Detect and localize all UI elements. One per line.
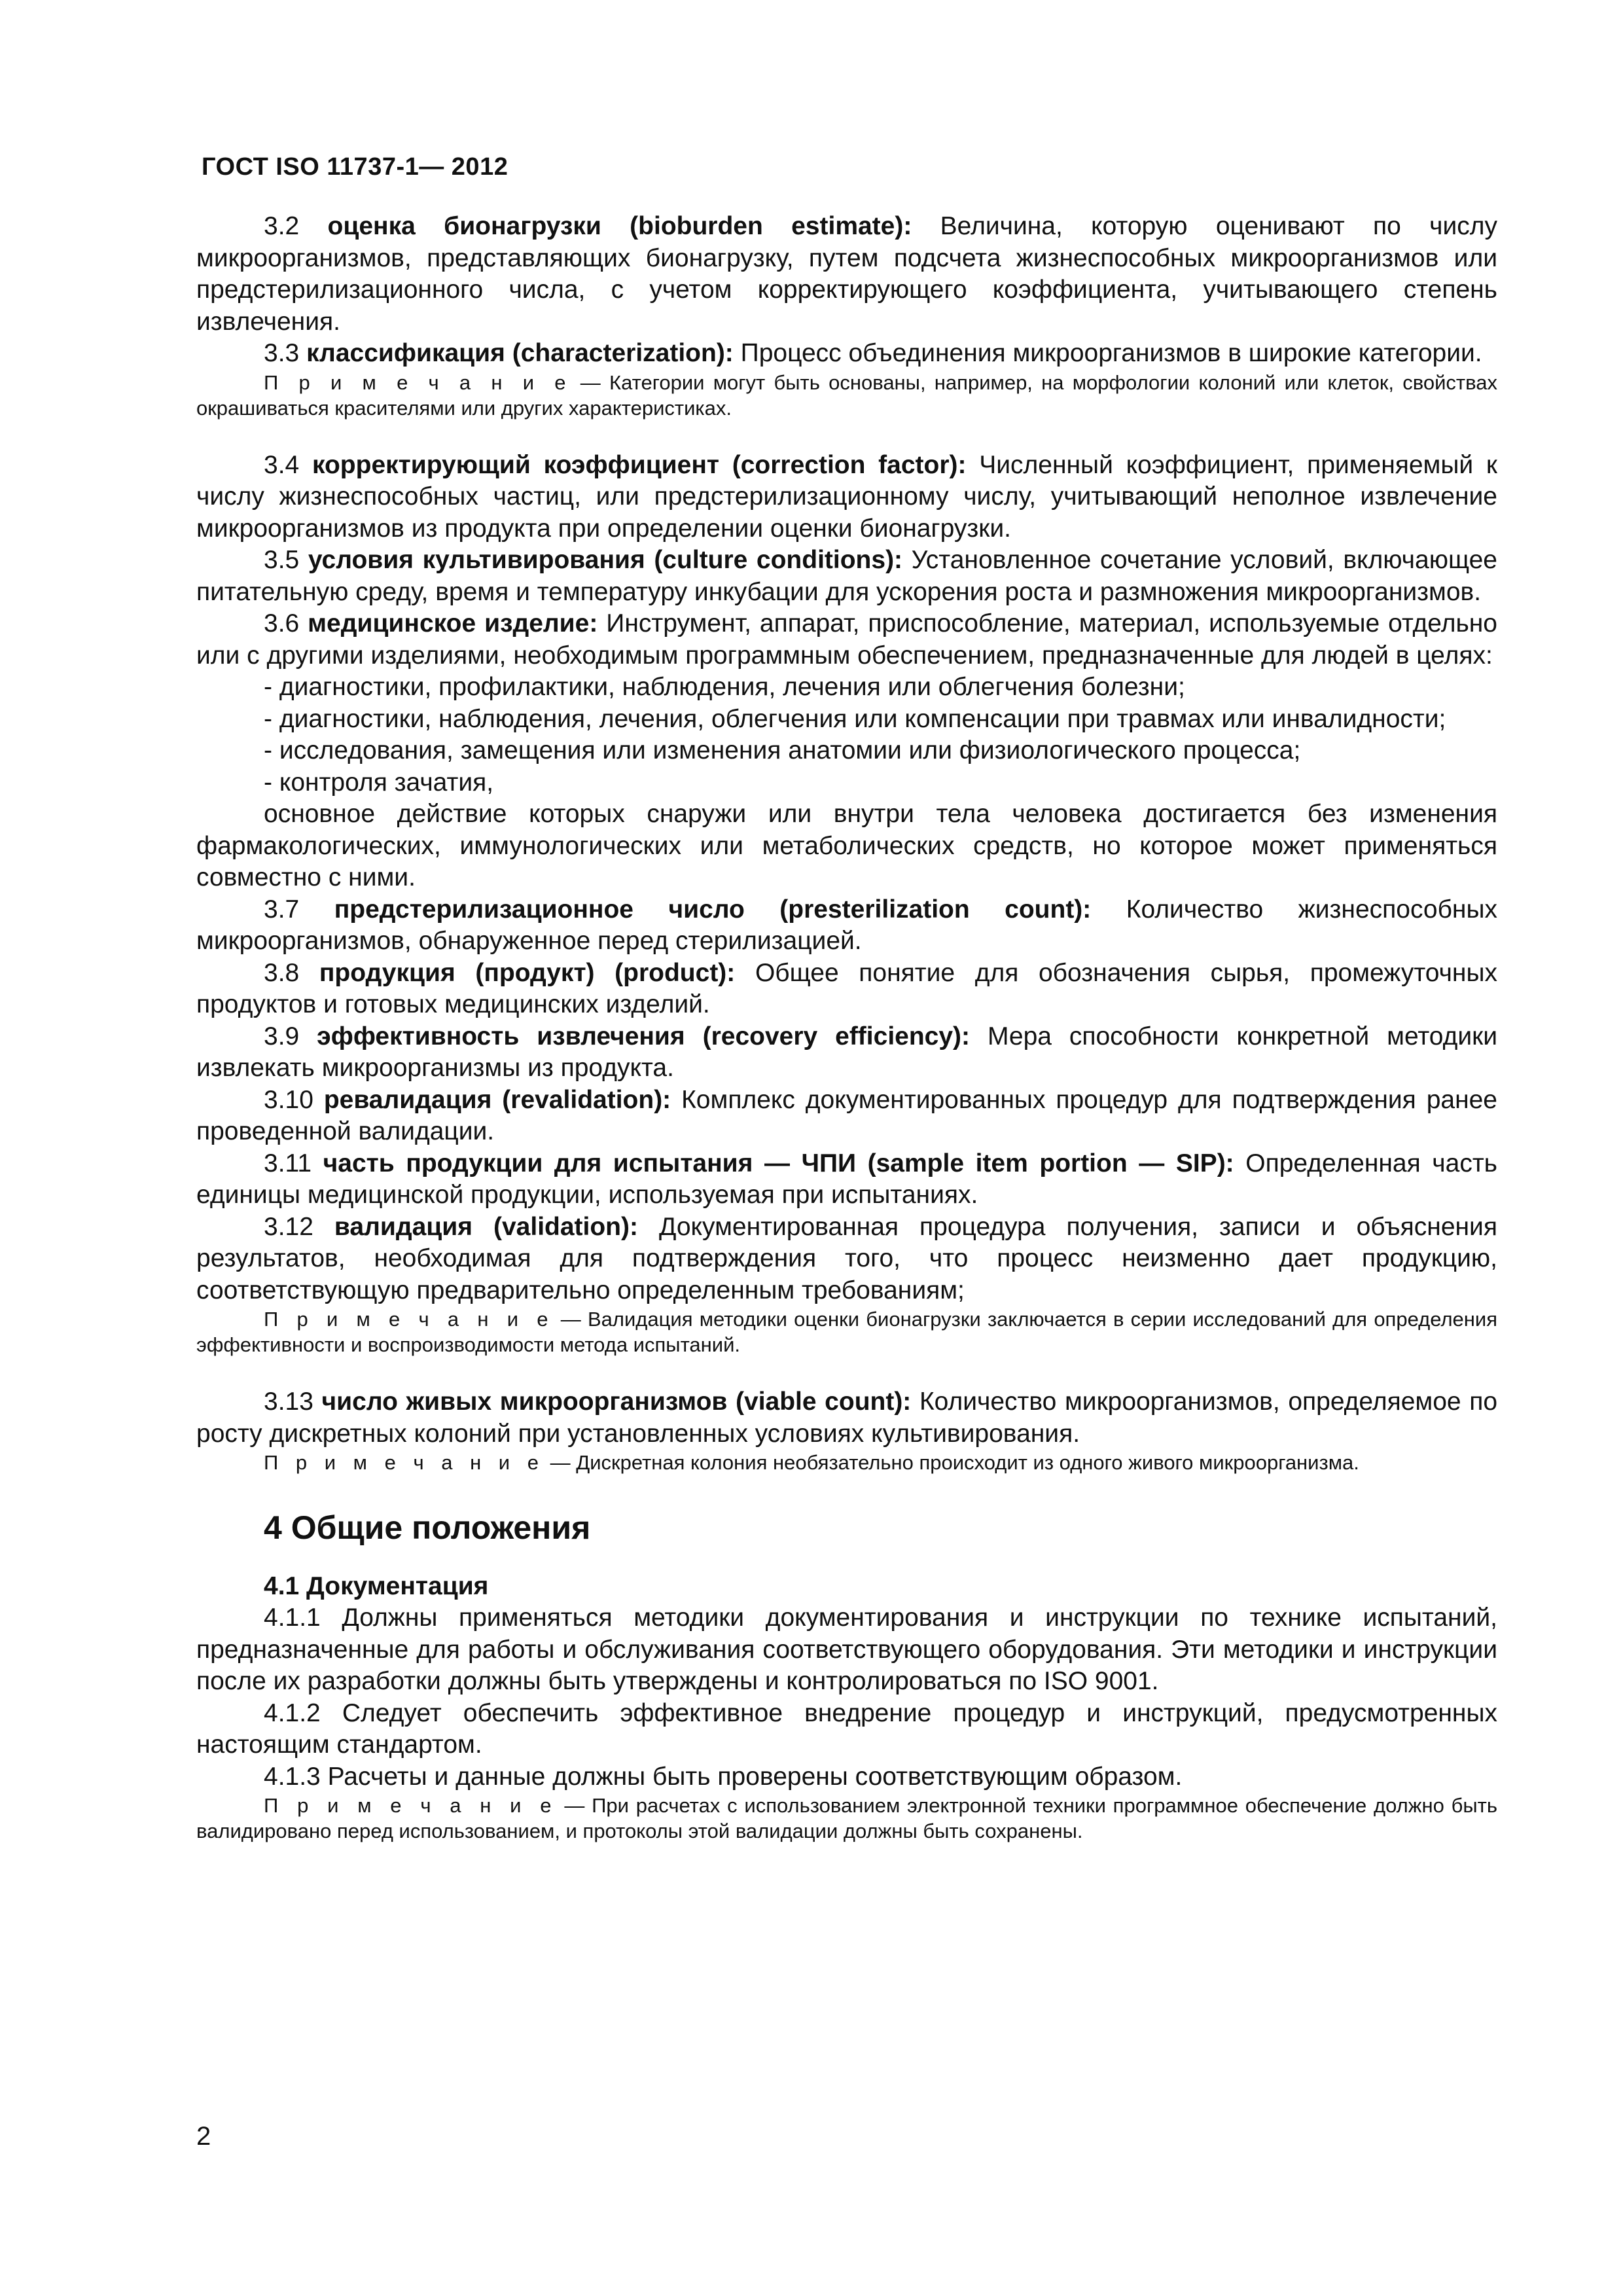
term-3-9: 3.9 эффективность извлечения (recovery efficiency): Мера способности конкретной методики извлекать микроорганизмы из продукта.	[196, 1022, 1497, 1082]
term-3-3: 3.3 классификация (characterization): Процесс объединения микроорганизмов в широкие категории.	[264, 339, 1482, 367]
list-item: - диагностики, наблюдения, лечения, облегчения или компенсации при травмах или инвалидности;	[264, 704, 1446, 733]
note-3-12: П р и м е ч а н и е — Валидация методики оценки бионагрузки заключается в серии исследований для определения эффективности и воспроизводимости метода испытаний.	[196, 1308, 1497, 1356]
section-heading: 4 Общие положения	[264, 1509, 591, 1546]
page-number: 2	[196, 2122, 211, 2151]
term-3-6-continuation: основное действие которых снаружи или внутри тела человека достигается без изменения фармакологических, иммунологических или метаболических средств, но которое может применяться совместно с ними.	[196, 800, 1497, 891]
term-title: валидация (validation):	[334, 1212, 638, 1241]
term-title: ревалидация (revalidation):	[323, 1085, 671, 1114]
paragraph-4-1-1: 4.1.1 Должны применяться методики документирования и инструкции по технике испытаний, предназначенные для работы и обслуживания соответствующего оборудования. Эти методики и инструкции после их разработки должны быть утверждены и контролироваться по ISO 9001.	[196, 1604, 1497, 1695]
term-3-4: 3.4 корректирующий коэффициент (correction factor): Численный коэффициент, применяемый к числу жизнеспособных частиц, или предстерилизационному числу, учитывающий неполное извлечение микроорганизмов из продукта при определении оценки бионагрузки.	[196, 450, 1497, 543]
term-title: медицинское изделие:	[308, 609, 598, 637]
term-3-8: 3.8 продукция (продукт) (product): Общее понятие для обозначения сырья, промежуточных продуктов и готовых медицинских изделий.	[196, 958, 1497, 1018]
note-3-3: П р и м е ч а н и е — Категории могут быть основаны, например, на морфологии колоний или клеток, свойствах окрашиваться красителями или других характеристиках.	[196, 370, 1497, 420]
term-title: эффективность извлечения (recovery efficiency):	[317, 1022, 971, 1050]
paragraph-4-1-3: 4.1.3 Расчеты и данные должны быть проверены соответствующим образом.	[264, 1762, 1183, 1791]
term-title: условия культивирования (culture conditions):	[308, 546, 903, 574]
term-3-10: 3.10 ревалидация (revalidation): Комплекс документированных процедур для подтверждения ранее проведенной валидации.	[196, 1085, 1497, 1145]
term-3-13: 3.13 число живых микроорганизмов (viable count): Количество микроорганизмов, определяемое по росту дискретных колоний при установленных условиях культивирования.	[196, 1388, 1498, 1448]
term-3-6: 3.6 медицинское изделие: Инструмент, аппарат, приспособление, материал, используемые отдельно или с другими изделиями, необходимым программным обеспечением, предназначенные для людей в целях:	[196, 609, 1497, 670]
term-3-7: 3.7 предстерилизационное число (presterilization count): Количество жизнеспособных микроорганизмов, обнаруженное перед стерилизацией.	[196, 895, 1497, 955]
list-item: - диагностики, профилактики, наблюдения, лечения или облегчения болезни;	[264, 673, 1185, 701]
document-header: ГОСТ ISO 11737-1— 2012	[202, 153, 508, 181]
term-3-5: 3.5 условия культивирования (culture conditions): Установленное сочетание условий, включающее питательную среду, время и температуру инкубации для ускорения роста и размножения микроорганизмов.	[196, 546, 1497, 606]
list-item: - исследования, замещения или изменения анатомии или физиологического процесса;	[264, 736, 1301, 764]
term-title: предстерилизационное число (presterilization count):	[334, 895, 1092, 924]
term-3-2: 3.2 оценка бионагрузки (bioburden estimate): Величина, которую оценивают по числу микроорганизмов, представляющих бионагрузку, путем подсчета жизнеспособных микроорганизмов или предстерилизационного числа, с учетом корректирующего коэффициента, учитывающего степень извлечения.	[196, 212, 1498, 336]
term-title: число живых микроорганизмов (viable count):	[321, 1388, 912, 1416]
term-title: часть продукции для испытания — ЧПИ (sample item portion — SIP):	[323, 1149, 1234, 1177]
term-title: оценка бионагрузки (bioburden estimate):	[327, 212, 912, 240]
note-3-13: П р и м е ч а н и е — Дискретная колония необязательно происходит из одного живого микроорганизма.	[264, 1451, 1359, 1474]
term-3-12: 3.12 валидация (validation): Документированная процедура получения, записи и объяснения результатов, необходимая для подтверждения того, что процесс неизменно дает продукцию, соответствующую предварительно определенным требованиям;	[196, 1212, 1497, 1304]
subsection-heading: 4.1 Документация	[264, 1572, 489, 1600]
term-3-11: 3.11 часть продукции для испытания — ЧПИ (sample item portion — SIP): Определенная часть единицы медицинской продукции, используемая при испытаниях.	[196, 1149, 1497, 1209]
term-title: продукция (продукт) (product):	[319, 958, 736, 987]
term-title: классификация (characterization):	[306, 339, 734, 367]
document-body	[196, 211, 1497, 1844]
list-item: - контроля зачатия,	[264, 768, 494, 797]
term-title: корректирующий коэффициент (correction factor):	[312, 450, 967, 479]
paragraph-4-1-2: 4.1.2 Следует обеспечить эффективное внедрение процедур и инструкций, предусмотренных настоящим стандартом.	[196, 1698, 1497, 1759]
note-4-1-3: П р и м е ч а н и е — При расчетах с использованием электронной техники программное обеспечение должно быть валидировано перед использованием, и протоколы этой валидации должны быть сохранены.	[196, 1794, 1497, 1842]
